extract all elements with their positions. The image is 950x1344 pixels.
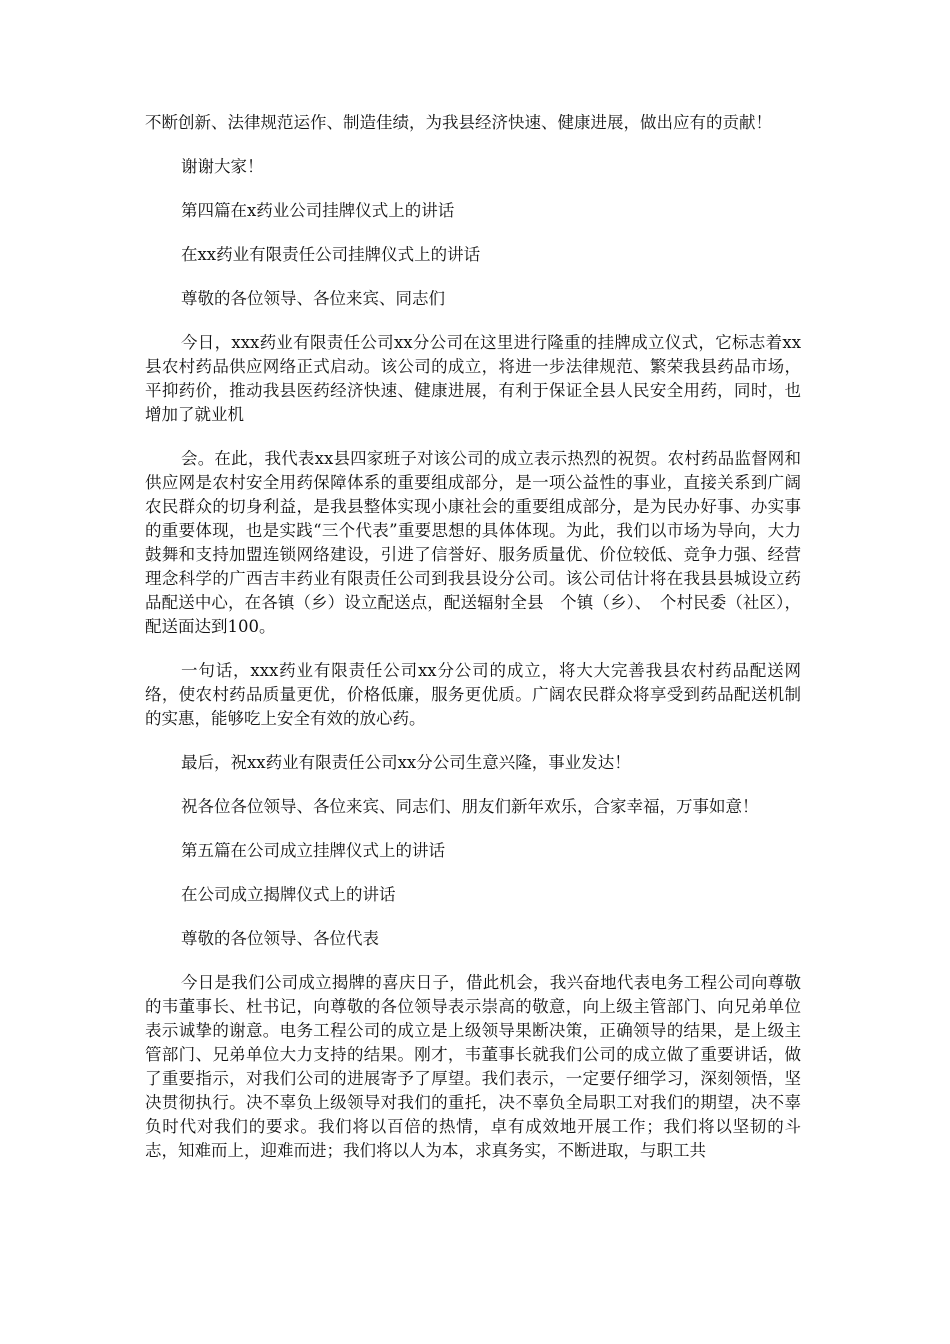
- paragraph: 第四篇在x药业公司挂牌仪式上的讲话: [181, 201, 455, 220]
- paragraph: 祝各位各位领导、各位来宾、同志们、朋友们新年欢乐，合家幸福，万事如意！: [181, 797, 759, 816]
- paragraph: 第五篇在公司成立挂牌仪式上的讲话: [181, 841, 445, 860]
- paragraph: 尊敬的各位领导、各位代表: [181, 929, 379, 948]
- paragraph: 一句话，xxx药业有限责任公司xx分公司的成立，将大大完善我县农村药品配送网络，使农村药品质量更优，价格低廉，服务更优质。广阔农民群众将享受到药品配送机制的实惠，能够吃上安全有效的放心药。: [145, 661, 801, 728]
- paragraph: 今日，xxx药业有限责任公司xx分公司在这里进行隆重的挂牌成立仪式，它标志着xx县农村药品供应网络正式启动。该公司的成立，将进一步法律规范、繁荣我县药品市场，平抑药价，推动我县医药经济快速、健康进展，有利于保证全县人民安全用药，同时，也增加了就业机: [145, 333, 801, 424]
- paragraph: 不断创新、法律规范运作、制造佳绩，为我县经济快速、健康进展，做出应有的贡献！: [145, 113, 772, 132]
- document-page: [145, 111, 801, 1183]
- paragraph: 今日是我们公司成立揭牌的喜庆日子，借此机会，我兴奋地代表电务工程公司向尊敬的韦董事长、杜书记，向尊敬的各位领导表示崇高的敬意，向上级主管部门、向兄弟单位表示诚挚的谢意。电务工程公司的成立是上级领导果断决策，正确领导的结果，是上级主管部门、兄弟单位大力支持的结果。刚才，韦董事长就我们公司的成立做了重要讲话，做了重要指示，对我们公司的进展寄予了厚望。我们表示，一定要仔细学习，深刻领悟，坚决贯彻执行。决不辜负上级领导对我们的重托，决不辜负全局职工对我们的期望，决不辜负时代对我们的要求。我们将以百倍的热情，卓有成效地开展工作；我们将以坚韧的斗志，知难而上，迎难而进；我们将以人为本，求真务实，不断进取，与职工共: [145, 973, 801, 1160]
- paragraph: 在xx药业有限责任公司挂牌仪式上的讲话: [181, 245, 481, 264]
- paragraph: 尊敬的各位领导、各位来宾、同志们: [181, 289, 445, 308]
- paragraph: 谢谢大家！: [181, 157, 264, 176]
- paragraph: 最后，祝xx药业有限责任公司xx分公司生意兴隆，事业发达！: [181, 753, 631, 772]
- paragraph: 在公司成立揭牌仪式上的讲话: [181, 885, 396, 904]
- paragraph: 会。在此，我代表xx县四家班子对该公司的成立表示热烈的祝贺。农村药品监督网和供应网是农村安全用药保障体系的重要组成部分，是一项公益性的事业，直接关系到广阔农民群众的切身利益，是我县整体实现小康社会的重要组成部分，是为民办好事、办实事的重要体现，也是实践“三个代表”重要思想的具体体现。为此，我们以市场为导向，大力鼓舞和支持加盟连锁网络建设，引进了信誉好、服务质量优、价位较低、竞争力强、经营理念科学的广西吉丰药业有限责任公司到我县设分公司。该公司估计将在我县县城设立药品配送中心，在各镇（乡）设立配送点，配送辐射全县 个镇（乡）、 个村民委（社区），配送面达到100。: [145, 449, 801, 636]
